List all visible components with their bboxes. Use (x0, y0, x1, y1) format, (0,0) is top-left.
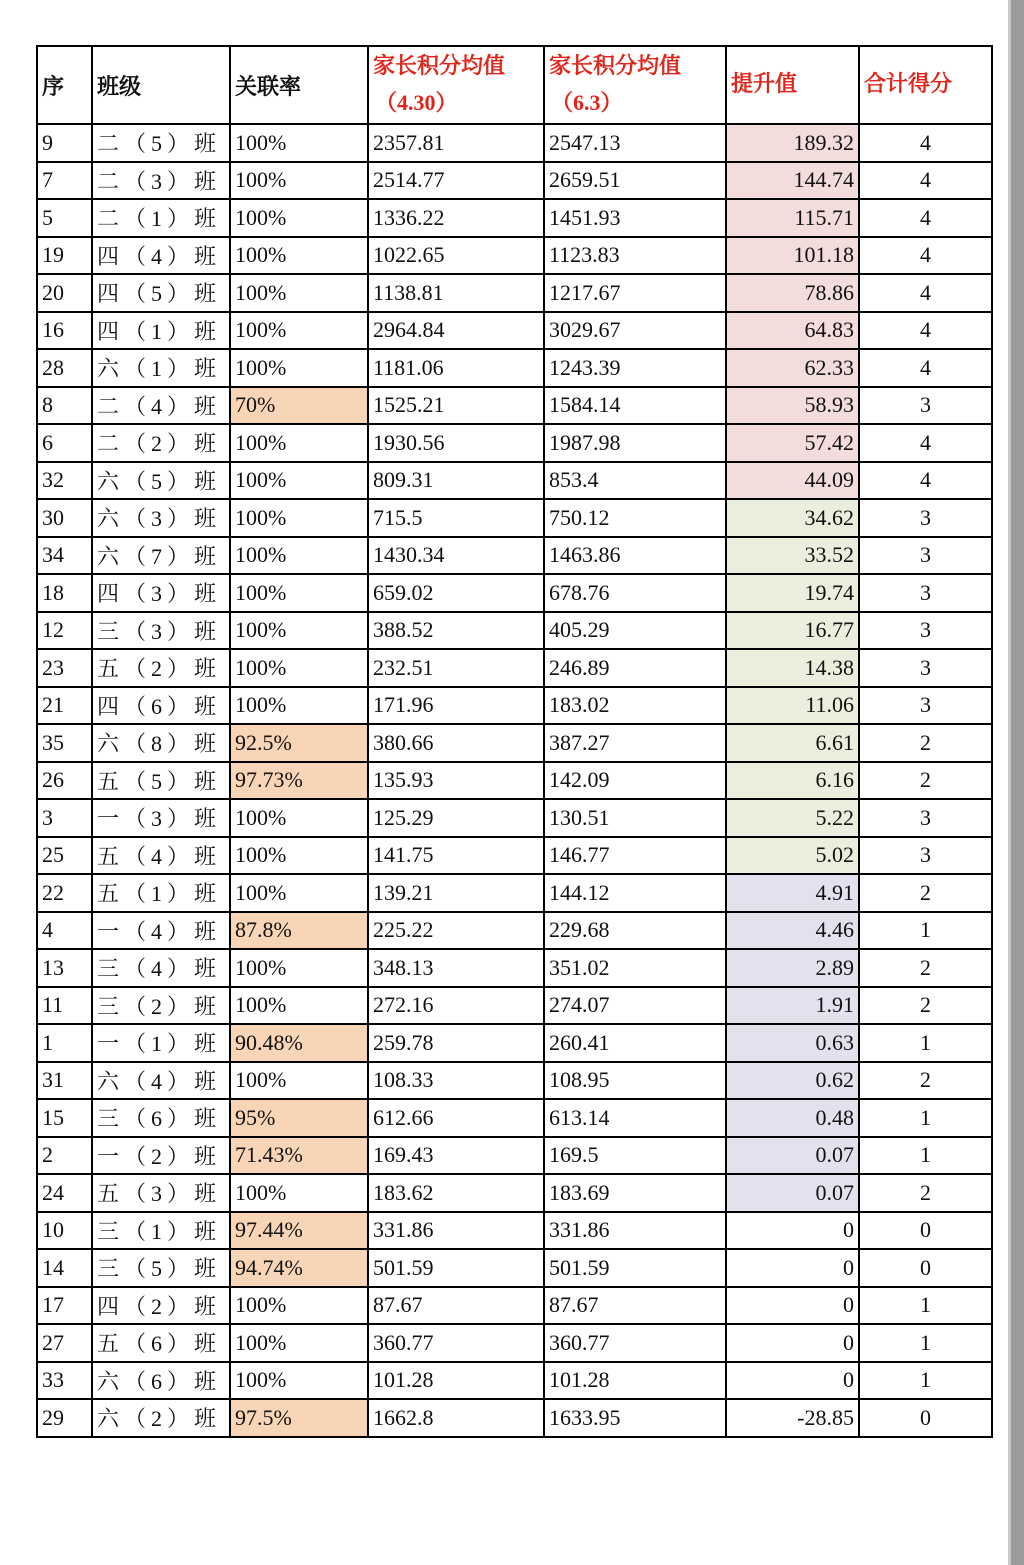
cell-gain: 1.91 (726, 987, 859, 1025)
table-row (37, 499, 992, 537)
cell-total: 4 (859, 312, 992, 350)
cell-gain: 34.62 (726, 499, 859, 537)
cell-total: 3 (859, 687, 992, 725)
cell-avg-0430: 715.5 (368, 499, 544, 537)
cell-total: 0 (859, 1212, 992, 1250)
header-row (37, 46, 992, 124)
cell-seq: 7 (37, 162, 92, 200)
cell-avg-0603: 229.68 (544, 912, 726, 950)
cell-total: 4 (859, 237, 992, 275)
cell-class: 三（2）班 (92, 987, 230, 1025)
cell-avg-0430: 272.16 (368, 987, 544, 1025)
cell-avg-0603: 87.67 (544, 1287, 726, 1325)
table-row (37, 687, 992, 725)
cell-class: 六（4）班 (92, 1062, 230, 1100)
cell-rate: 100% (230, 574, 368, 612)
cell-rate: 87.8% (230, 912, 368, 950)
cell-total: 3 (859, 837, 992, 875)
cell-avg-0430: 501.59 (368, 1249, 544, 1287)
cell-avg-0430: 1430.34 (368, 537, 544, 575)
cell-rate: 92.5% (230, 724, 368, 762)
cell-seq: 6 (37, 424, 92, 462)
cell-avg-0430: 1525.21 (368, 387, 544, 425)
cell-gain: -28.85 (726, 1399, 859, 1437)
cell-class: 六（7）班 (92, 537, 230, 575)
cell-class: 二（1）班 (92, 199, 230, 237)
cell-total: 1 (859, 1137, 992, 1175)
cell-seq: 5 (37, 199, 92, 237)
cell-class: 四（6）班 (92, 687, 230, 725)
cell-gain: 101.18 (726, 237, 859, 275)
table-row (37, 874, 992, 912)
cell-avg-0430: 232.51 (368, 649, 544, 687)
cell-avg-0430: 659.02 (368, 574, 544, 612)
header-total: 合计得分 (859, 46, 992, 124)
cell-rate: 100% (230, 987, 368, 1025)
cell-class: 一（4）班 (92, 912, 230, 950)
cell-rate: 100% (230, 499, 368, 537)
cell-class: 三（3）班 (92, 612, 230, 650)
table-row (37, 649, 992, 687)
cell-seq: 26 (37, 762, 92, 800)
cell-avg-0430: 1930.56 (368, 424, 544, 462)
header-avg-0430 (368, 46, 544, 124)
cell-avg-0430: 1181.06 (368, 349, 544, 387)
cell-seq: 33 (37, 1362, 92, 1400)
cell-class: 六（6）班 (92, 1362, 230, 1400)
cell-class: 六（2）班 (92, 1399, 230, 1437)
cell-gain: 0 (726, 1287, 859, 1325)
cell-class: 一（2）班 (92, 1137, 230, 1175)
cell-gain: 6.61 (726, 724, 859, 762)
cell-total: 4 (859, 162, 992, 200)
cell-rate: 100% (230, 1062, 368, 1100)
table-row (37, 1099, 992, 1137)
class-score-table (36, 45, 993, 1438)
cell-seq: 11 (37, 987, 92, 1025)
cell-class: 三（6）班 (92, 1099, 230, 1137)
cell-class: 四（2）班 (92, 1287, 230, 1325)
table-row (37, 237, 992, 275)
cell-rate: 100% (230, 837, 368, 875)
cell-total: 4 (859, 349, 992, 387)
cell-seq: 30 (37, 499, 92, 537)
cell-gain: 0 (726, 1249, 859, 1287)
cell-class: 五（2）班 (92, 649, 230, 687)
table-row (37, 1137, 992, 1175)
cell-avg-0603: 331.86 (544, 1212, 726, 1250)
cell-avg-0430: 183.62 (368, 1174, 544, 1212)
header-avg-0603-date: （6.3） (551, 90, 623, 115)
cell-seq: 8 (37, 387, 92, 425)
cell-seq: 2 (37, 1137, 92, 1175)
cell-seq: 3 (37, 799, 92, 837)
cell-gain: 58.93 (726, 387, 859, 425)
cell-gain: 189.32 (726, 124, 859, 162)
cell-avg-0603: 3029.67 (544, 312, 726, 350)
table-row (37, 537, 992, 575)
cell-class: 二（3）班 (92, 162, 230, 200)
header-avg-0603 (544, 46, 726, 124)
cell-avg-0430: 809.31 (368, 462, 544, 500)
cell-gain: 0.07 (726, 1174, 859, 1212)
table-row (37, 1399, 992, 1437)
cell-avg-0603: 2547.13 (544, 124, 726, 162)
cell-rate: 100% (230, 537, 368, 575)
cell-avg-0603: 146.77 (544, 837, 726, 875)
cell-rate: 100% (230, 237, 368, 275)
cell-seq: 29 (37, 1399, 92, 1437)
cell-gain: 5.02 (726, 837, 859, 875)
cell-rate: 100% (230, 1324, 368, 1362)
cell-seq: 20 (37, 274, 92, 312)
cell-avg-0430: 2357.81 (368, 124, 544, 162)
cell-seq: 18 (37, 574, 92, 612)
table-row (37, 762, 992, 800)
cell-rate: 100% (230, 949, 368, 987)
cell-total: 4 (859, 124, 992, 162)
cell-class: 五（4）班 (92, 837, 230, 875)
cell-class: 五（6）班 (92, 1324, 230, 1362)
table-row (37, 1324, 992, 1362)
cell-avg-0603: 260.41 (544, 1024, 726, 1062)
cell-class: 一（1）班 (92, 1024, 230, 1062)
cell-avg-0430: 87.67 (368, 1287, 544, 1325)
cell-seq: 1 (37, 1024, 92, 1062)
table-row (37, 199, 992, 237)
table-body (37, 124, 992, 1437)
cell-gain: 78.86 (726, 274, 859, 312)
cell-seq: 28 (37, 349, 92, 387)
cell-seq: 10 (37, 1212, 92, 1250)
cell-rate: 90.48% (230, 1024, 368, 1062)
cell-total: 1 (859, 1324, 992, 1362)
cell-seq: 14 (37, 1249, 92, 1287)
cell-avg-0430: 1662.8 (368, 1399, 544, 1437)
header-avg-0430-title: 家长积分均值 (373, 54, 506, 79)
cell-total: 4 (859, 199, 992, 237)
cell-class: 五（1）班 (92, 874, 230, 912)
cell-avg-0430: 225.22 (368, 912, 544, 950)
cell-avg-0430: 1336.22 (368, 199, 544, 237)
cell-rate: 97.5% (230, 1399, 368, 1437)
cell-avg-0603: 1243.39 (544, 349, 726, 387)
cell-total: 0 (859, 1249, 992, 1287)
cell-avg-0603: 101.28 (544, 1362, 726, 1400)
cell-gain: 5.22 (726, 799, 859, 837)
cell-avg-0430: 1022.65 (368, 237, 544, 275)
cell-gain: 33.52 (726, 537, 859, 575)
cell-gain: 57.42 (726, 424, 859, 462)
cell-rate: 97.44% (230, 1212, 368, 1250)
header-rate: 关联率 (230, 46, 368, 124)
cell-avg-0430: 141.75 (368, 837, 544, 875)
cell-seq: 24 (37, 1174, 92, 1212)
cell-gain: 0.07 (726, 1137, 859, 1175)
cell-seq: 13 (37, 949, 92, 987)
cell-gain: 115.71 (726, 199, 859, 237)
cell-avg-0430: 360.77 (368, 1324, 544, 1362)
cell-seq: 35 (37, 724, 92, 762)
table-row (37, 424, 992, 462)
cell-class: 三（5）班 (92, 1249, 230, 1287)
header-avg-0430-date: （4.30） (375, 90, 458, 115)
cell-avg-0430: 2514.77 (368, 162, 544, 200)
cell-gain: 44.09 (726, 462, 859, 500)
cell-avg-0603: 144.12 (544, 874, 726, 912)
cell-seq: 31 (37, 1062, 92, 1100)
cell-avg-0603: 1217.67 (544, 274, 726, 312)
cell-class: 六（5）班 (92, 462, 230, 500)
cell-total: 2 (859, 987, 992, 1025)
table-row (37, 1287, 992, 1325)
cell-avg-0603: 1584.14 (544, 387, 726, 425)
table-row (37, 912, 992, 950)
cell-gain: 0.63 (726, 1024, 859, 1062)
cell-seq: 32 (37, 462, 92, 500)
cell-avg-0603: 183.69 (544, 1174, 726, 1212)
cell-class: 四（4）班 (92, 237, 230, 275)
cell-rate: 100% (230, 1287, 368, 1325)
cell-class: 六（3）班 (92, 499, 230, 537)
cell-class: 六（1）班 (92, 349, 230, 387)
table-row (37, 837, 992, 875)
cell-total: 1 (859, 912, 992, 950)
cell-rate: 70% (230, 387, 368, 425)
cell-rate: 100% (230, 799, 368, 837)
table-row (37, 987, 992, 1025)
table-row (37, 274, 992, 312)
cell-avg-0430: 331.86 (368, 1212, 544, 1250)
cell-avg-0603: 1987.98 (544, 424, 726, 462)
cell-avg-0603: 1123.83 (544, 237, 726, 275)
cell-avg-0430: 380.66 (368, 724, 544, 762)
cell-avg-0603: 405.29 (544, 612, 726, 650)
table-row (37, 312, 992, 350)
table-row (37, 162, 992, 200)
header-gain: 提升值 (726, 46, 859, 124)
cell-seq: 21 (37, 687, 92, 725)
cell-seq: 9 (37, 124, 92, 162)
cell-seq: 4 (37, 912, 92, 950)
cell-class: 四（1）班 (92, 312, 230, 350)
cell-gain: 14.38 (726, 649, 859, 687)
cell-total: 2 (859, 1062, 992, 1100)
cell-avg-0430: 139.21 (368, 874, 544, 912)
cell-rate: 100% (230, 274, 368, 312)
cell-class: 一（3）班 (92, 799, 230, 837)
table-row (37, 612, 992, 650)
cell-class: 二（2）班 (92, 424, 230, 462)
table-row (37, 387, 992, 425)
cell-seq: 16 (37, 312, 92, 350)
cell-total: 2 (859, 874, 992, 912)
cell-gain: 19.74 (726, 574, 859, 612)
cell-avg-0603: 360.77 (544, 1324, 726, 1362)
cell-rate: 94.74% (230, 1249, 368, 1287)
cell-avg-0430: 348.13 (368, 949, 544, 987)
cell-avg-0430: 135.93 (368, 762, 544, 800)
cell-avg-0603: 501.59 (544, 1249, 726, 1287)
table-row (37, 1062, 992, 1100)
cell-class: 二（5）班 (92, 124, 230, 162)
cell-class: 二（4）班 (92, 387, 230, 425)
cell-avg-0430: 125.29 (368, 799, 544, 837)
header-class: 班级 (92, 46, 230, 124)
cell-rate: 100% (230, 687, 368, 725)
cell-rate: 100% (230, 424, 368, 462)
cell-rate: 100% (230, 1174, 368, 1212)
cell-total: 0 (859, 1399, 992, 1437)
cell-seq: 25 (37, 837, 92, 875)
cell-rate: 95% (230, 1099, 368, 1137)
cell-total: 2 (859, 949, 992, 987)
cell-class: 三（4）班 (92, 949, 230, 987)
cell-total: 3 (859, 574, 992, 612)
cell-seq: 12 (37, 612, 92, 650)
cell-gain: 0 (726, 1362, 859, 1400)
cell-avg-0430: 169.43 (368, 1137, 544, 1175)
cell-total: 1 (859, 1099, 992, 1137)
cell-avg-0603: 274.07 (544, 987, 726, 1025)
cell-total: 3 (859, 387, 992, 425)
cell-seq: 34 (37, 537, 92, 575)
cell-total: 1 (859, 1024, 992, 1062)
cell-rate: 71.43% (230, 1137, 368, 1175)
cell-avg-0603: 130.51 (544, 799, 726, 837)
cell-gain: 16.77 (726, 612, 859, 650)
cell-total: 4 (859, 462, 992, 500)
table-row (37, 1212, 992, 1250)
cell-rate: 100% (230, 1362, 368, 1400)
cell-avg-0603: 678.76 (544, 574, 726, 612)
cell-class: 五（3）班 (92, 1174, 230, 1212)
cell-avg-0603: 1463.86 (544, 537, 726, 575)
cell-total: 1 (859, 1287, 992, 1325)
cell-rate: 100% (230, 874, 368, 912)
cell-gain: 11.06 (726, 687, 859, 725)
table-row (37, 349, 992, 387)
cell-gain: 0.62 (726, 1062, 859, 1100)
cell-total: 4 (859, 424, 992, 462)
cell-avg-0430: 171.96 (368, 687, 544, 725)
cell-gain: 2.89 (726, 949, 859, 987)
cell-rate: 100% (230, 649, 368, 687)
cell-class: 五（5）班 (92, 762, 230, 800)
cell-gain: 0 (726, 1324, 859, 1362)
cell-avg-0603: 246.89 (544, 649, 726, 687)
cell-total: 3 (859, 799, 992, 837)
cell-rate: 100% (230, 162, 368, 200)
cell-rate: 100% (230, 462, 368, 500)
cell-avg-0603: 108.95 (544, 1062, 726, 1100)
cell-class: 四（3）班 (92, 574, 230, 612)
cell-rate: 100% (230, 612, 368, 650)
cell-gain: 144.74 (726, 162, 859, 200)
cell-rate: 100% (230, 124, 368, 162)
cell-seq: 17 (37, 1287, 92, 1325)
cell-total: 2 (859, 1174, 992, 1212)
cell-avg-0430: 1138.81 (368, 274, 544, 312)
table-row (37, 1024, 992, 1062)
cell-avg-0603: 1633.95 (544, 1399, 726, 1437)
cell-class: 四（5）班 (92, 274, 230, 312)
cell-avg-0603: 169.5 (544, 1137, 726, 1175)
cell-total: 3 (859, 649, 992, 687)
cell-avg-0430: 101.28 (368, 1362, 544, 1400)
table-header (37, 46, 992, 124)
cell-avg-0603: 183.02 (544, 687, 726, 725)
header-avg-0603-title: 家长积分均值 (549, 54, 682, 79)
cell-avg-0430: 388.52 (368, 612, 544, 650)
table-row (37, 124, 992, 162)
cell-seq: 22 (37, 874, 92, 912)
cell-gain: 62.33 (726, 349, 859, 387)
table-row (37, 949, 992, 987)
cell-seq: 15 (37, 1099, 92, 1137)
cell-rate: 100% (230, 349, 368, 387)
cell-total: 3 (859, 612, 992, 650)
cell-total: 1 (859, 1362, 992, 1400)
cell-avg-0430: 108.33 (368, 1062, 544, 1100)
cell-avg-0603: 142.09 (544, 762, 726, 800)
cell-rate: 100% (230, 199, 368, 237)
cell-seq: 27 (37, 1324, 92, 1362)
cell-gain: 0 (726, 1212, 859, 1250)
cell-gain: 4.91 (726, 874, 859, 912)
cell-rate: 97.73% (230, 762, 368, 800)
cell-total: 4 (859, 274, 992, 312)
table-row (37, 574, 992, 612)
cell-total: 2 (859, 724, 992, 762)
cell-gain: 64.83 (726, 312, 859, 350)
cell-rate: 100% (230, 312, 368, 350)
cell-class: 三（1）班 (92, 1212, 230, 1250)
cell-class: 六（8）班 (92, 724, 230, 762)
cell-avg-0603: 1451.93 (544, 199, 726, 237)
cell-avg-0603: 2659.51 (544, 162, 726, 200)
cell-total: 3 (859, 499, 992, 537)
cell-avg-0430: 612.66 (368, 1099, 544, 1137)
cell-total: 3 (859, 537, 992, 575)
cell-total: 2 (859, 762, 992, 800)
cell-avg-0430: 259.78 (368, 1024, 544, 1062)
cell-avg-0603: 613.14 (544, 1099, 726, 1137)
table-row (37, 799, 992, 837)
cell-gain: 4.46 (726, 912, 859, 950)
cell-avg-0603: 853.4 (544, 462, 726, 500)
cell-avg-0603: 750.12 (544, 499, 726, 537)
table-row (37, 724, 992, 762)
cell-seq: 23 (37, 649, 92, 687)
cell-avg-0603: 387.27 (544, 724, 726, 762)
table-row (37, 1249, 992, 1287)
cell-gain: 6.16 (726, 762, 859, 800)
cell-gain: 0.48 (726, 1099, 859, 1137)
header-seq: 序 (37, 46, 92, 124)
cell-seq: 19 (37, 237, 92, 275)
page-edge-highlight (1008, 0, 1011, 1565)
table-row (37, 1174, 992, 1212)
table-row (37, 1362, 992, 1400)
cell-avg-0603: 351.02 (544, 949, 726, 987)
table-row (37, 462, 992, 500)
cell-avg-0430: 2964.84 (368, 312, 544, 350)
